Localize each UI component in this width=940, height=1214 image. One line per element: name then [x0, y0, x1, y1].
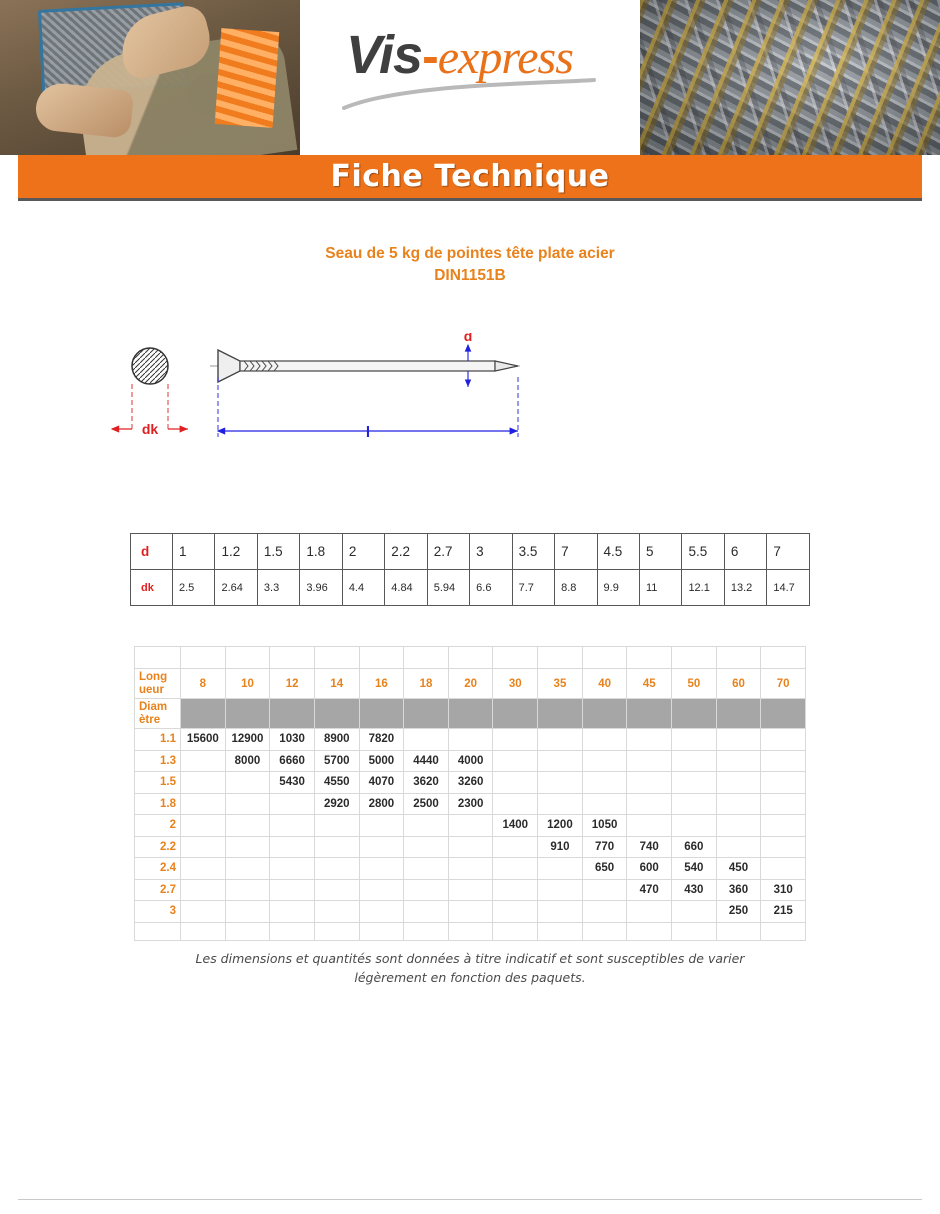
workshop-screws-photo	[0, 0, 300, 155]
cell-0-8	[538, 729, 583, 751]
nail-side-view	[210, 333, 520, 441]
grey-band-11	[672, 699, 717, 729]
cell-3-4: 2800	[359, 793, 404, 815]
cell-4-13	[761, 815, 806, 837]
cell-4-12	[716, 815, 761, 837]
cell-dk-14: 14.7	[767, 570, 810, 606]
cell-3-6: 2300	[448, 793, 493, 815]
bottom-pad-9	[582, 922, 627, 940]
cell-7-6	[448, 879, 493, 901]
cell-5-5	[404, 836, 449, 858]
grey-band-5	[404, 699, 449, 729]
grey-band-4	[359, 699, 404, 729]
label-l: l	[365, 424, 371, 441]
cell-7-8	[538, 879, 583, 901]
cell-8-13: 215	[761, 901, 806, 923]
cell-4-3	[314, 815, 359, 837]
cell-7-10: 470	[627, 879, 672, 901]
cell-dk-3: 3.96	[300, 570, 342, 606]
product-title-line1: Seau de 5 kg de pointes tête plate acier	[325, 245, 615, 262]
cell-2-5: 3620	[404, 772, 449, 794]
cell-0-12	[716, 729, 761, 751]
row-label-dk: dk	[131, 570, 173, 606]
cell-0-5	[404, 729, 449, 751]
cell-8-6	[448, 901, 493, 923]
cell-8-2	[270, 901, 315, 923]
cell-0-7	[493, 729, 538, 751]
pad-11	[672, 647, 717, 669]
pad-12	[716, 647, 761, 669]
cell-2-6: 3260	[448, 772, 493, 794]
head-diameter-table-wrap	[130, 533, 810, 606]
pad-6	[448, 647, 493, 669]
cell-2-1	[225, 772, 270, 794]
table-row-lengths-header	[135, 669, 806, 699]
cell-1-7	[493, 750, 538, 772]
page-header	[0, 0, 940, 155]
col-head-10: 45	[627, 669, 672, 699]
cell-7-12: 360	[716, 879, 761, 901]
row-head-6: 2.4	[135, 858, 181, 880]
cell-6-4	[359, 858, 404, 880]
pad-10	[627, 647, 672, 669]
cell-dk-10: 9.9	[597, 570, 639, 606]
cell-6-8	[538, 858, 583, 880]
cell-dk-12: 12.1	[682, 570, 724, 606]
grey-band-0	[181, 699, 226, 729]
hand-detail-upper	[114, 2, 216, 82]
nail-head-front-view	[112, 348, 188, 437]
cell-6-2	[270, 858, 315, 880]
cell-1-1: 8000	[225, 750, 270, 772]
cell-6-5	[404, 858, 449, 880]
footer-divider	[18, 1199, 922, 1200]
table-row	[135, 901, 806, 923]
row-head-3: 1.8	[135, 793, 181, 815]
cell-dk-11: 11	[639, 570, 681, 606]
bottom-pad-10	[627, 922, 672, 940]
cell-2-3: 4550	[314, 772, 359, 794]
banner-title-text: Fiche Technique	[330, 159, 610, 194]
pad-5	[404, 647, 449, 669]
cell-0-13	[761, 729, 806, 751]
cell-dk-2: 3.3	[257, 570, 299, 606]
table-row-diametre-header	[135, 699, 806, 729]
cell-d-14: 7	[767, 534, 810, 570]
cell-7-7	[493, 879, 538, 901]
table-row	[135, 858, 806, 880]
cell-5-1	[225, 836, 270, 858]
assorted-screws-photo	[640, 0, 940, 155]
grey-band-1	[225, 699, 270, 729]
cell-0-2: 1030	[270, 729, 315, 751]
grey-band-7	[493, 699, 538, 729]
banner-wrap	[0, 155, 940, 201]
logo-swoosh-icon	[342, 78, 602, 112]
cell-d-11: 5	[639, 534, 681, 570]
pad-2	[270, 647, 315, 669]
cell-d-7: 3	[470, 534, 512, 570]
label-d: d	[463, 333, 473, 344]
cell-4-6	[448, 815, 493, 837]
head-diameter-table	[130, 533, 810, 606]
cell-d-2: 1.5	[257, 534, 299, 570]
cell-1-12	[716, 750, 761, 772]
cell-8-12: 250	[716, 901, 761, 923]
nail-dimension-diagram	[90, 333, 850, 493]
cell-7-5	[404, 879, 449, 901]
cell-0-10	[627, 729, 672, 751]
col-head-11: 50	[672, 669, 717, 699]
cell-dk-0: 2.5	[173, 570, 215, 606]
bottom-pad-11	[672, 922, 717, 940]
cell-d-1: 1.2	[215, 534, 257, 570]
bottom-pad-1	[225, 922, 270, 940]
cell-0-0: 15600	[181, 729, 226, 751]
col-head-13: 70	[761, 669, 806, 699]
cell-1-4: 5000	[359, 750, 404, 772]
cell-1-5: 4440	[404, 750, 449, 772]
cell-6-10: 600	[627, 858, 672, 880]
col-head-5: 18	[404, 669, 449, 699]
cell-8-3	[314, 901, 359, 923]
cell-1-0	[181, 750, 226, 772]
cell-2-0	[181, 772, 226, 794]
cell-2-12	[716, 772, 761, 794]
cell-4-8: 1200	[538, 815, 583, 837]
bottom-pad-7	[493, 922, 538, 940]
cell-8-0	[181, 901, 226, 923]
bottom-pad-12	[716, 922, 761, 940]
cell-5-8: 910	[538, 836, 583, 858]
cell-5-11: 660	[672, 836, 717, 858]
row-label-d: d	[131, 534, 173, 570]
bottom-pad-3	[314, 922, 359, 940]
table-row	[135, 879, 806, 901]
grey-band-13	[761, 699, 806, 729]
bottom-pad-13	[761, 922, 806, 940]
cell-5-12	[716, 836, 761, 858]
banner-fiche-technique	[18, 155, 922, 201]
cell-dk-6: 5.94	[427, 570, 469, 606]
cell-1-6: 4000	[448, 750, 493, 772]
cell-3-9	[582, 793, 627, 815]
quantity-table	[134, 646, 806, 941]
cell-2-9	[582, 772, 627, 794]
row-head-8: 3	[135, 901, 181, 923]
cell-8-7	[493, 901, 538, 923]
cell-7-2	[270, 879, 315, 901]
cell-3-3: 2920	[314, 793, 359, 815]
pad-9	[582, 647, 627, 669]
cell-1-11	[672, 750, 717, 772]
quantity-table-wrap	[134, 646, 806, 941]
cell-8-4	[359, 901, 404, 923]
cell-1-10	[627, 750, 672, 772]
cell-0-9	[582, 729, 627, 751]
corner-label-longueur	[135, 669, 181, 699]
cell-6-7	[493, 858, 538, 880]
cell-7-3	[314, 879, 359, 901]
cell-d-9: 7	[555, 534, 597, 570]
col-head-7: 30	[493, 669, 538, 699]
pad-7	[493, 647, 538, 669]
pad-corner	[135, 647, 181, 669]
pad-13	[761, 647, 806, 669]
technical-drawing	[90, 333, 850, 493]
cell-1-9	[582, 750, 627, 772]
pad-3	[314, 647, 359, 669]
table-row	[135, 772, 806, 794]
table-row-bottom-pad	[135, 922, 806, 940]
cell-dk-1: 2.64	[215, 570, 257, 606]
grey-band-12	[716, 699, 761, 729]
cell-4-5	[404, 815, 449, 837]
row-head-7: 2.7	[135, 879, 181, 901]
cell-1-2: 6660	[270, 750, 315, 772]
bottom-pad-8	[538, 922, 583, 940]
table-row	[135, 793, 806, 815]
cell-d-3: 1.8	[300, 534, 342, 570]
cell-2-10	[627, 772, 672, 794]
cell-4-0	[181, 815, 226, 837]
col-head-1: 10	[225, 669, 270, 699]
row-head-4: 2	[135, 815, 181, 837]
cell-d-12: 5.5	[682, 534, 724, 570]
col-head-0: 8	[181, 669, 226, 699]
cell-5-9: 770	[582, 836, 627, 858]
cell-8-11	[672, 901, 717, 923]
col-head-2: 12	[270, 669, 315, 699]
cell-d-13: 6	[724, 534, 766, 570]
grey-band-2	[270, 699, 315, 729]
cell-7-9	[582, 879, 627, 901]
col-head-3: 14	[314, 669, 359, 699]
cell-8-9	[582, 901, 627, 923]
cell-7-0	[181, 879, 226, 901]
cell-6-9: 650	[582, 858, 627, 880]
note-line2: légèrement en fonction des paquets.	[354, 969, 586, 985]
corner-label-longueur-line2: ueur	[139, 683, 164, 696]
cell-2-11	[672, 772, 717, 794]
cell-1-13	[761, 750, 806, 772]
cell-3-12	[716, 793, 761, 815]
product-title	[0, 243, 940, 287]
cell-3-8	[538, 793, 583, 815]
cell-3-11	[672, 793, 717, 815]
logo-text-vis: Vis	[346, 25, 423, 85]
cell-5-2	[270, 836, 315, 858]
cell-1-3: 5700	[314, 750, 359, 772]
bottom-pad-corner	[135, 922, 181, 940]
col-head-4: 16	[359, 669, 404, 699]
row-head-5: 2.2	[135, 836, 181, 858]
cell-4-4	[359, 815, 404, 837]
cell-0-1: 12900	[225, 729, 270, 751]
cell-dk-7: 6.6	[470, 570, 512, 606]
cell-4-1	[225, 815, 270, 837]
row-head-0: 1.1	[135, 729, 181, 751]
logo-area	[300, 0, 640, 155]
cell-6-0	[181, 858, 226, 880]
cell-5-10: 740	[627, 836, 672, 858]
col-head-8: 35	[538, 669, 583, 699]
cell-d-10: 4.5	[597, 534, 639, 570]
bottom-pad-4	[359, 922, 404, 940]
cell-3-2	[270, 793, 315, 815]
decorative-orange-tape	[215, 28, 280, 128]
bottom-pad-5	[404, 922, 449, 940]
cell-5-3	[314, 836, 359, 858]
cell-7-13: 310	[761, 879, 806, 901]
cell-0-11	[672, 729, 717, 751]
grey-band-10	[627, 699, 672, 729]
cell-4-9: 1050	[582, 815, 627, 837]
bottom-pad-6	[448, 922, 493, 940]
brand-logo	[346, 24, 573, 86]
col-head-9: 40	[582, 669, 627, 699]
grey-band-8	[538, 699, 583, 729]
cell-4-10	[627, 815, 672, 837]
cell-d-0: 1	[173, 534, 215, 570]
corner-label-diametre	[135, 699, 181, 729]
cell-8-10	[627, 901, 672, 923]
cell-8-5	[404, 901, 449, 923]
cell-4-2	[270, 815, 315, 837]
cell-6-13	[761, 858, 806, 880]
pad-4	[359, 647, 404, 669]
cell-1-8	[538, 750, 583, 772]
cell-0-4: 7820	[359, 729, 404, 751]
cell-3-5: 2500	[404, 793, 449, 815]
cell-3-13	[761, 793, 806, 815]
cell-3-10	[627, 793, 672, 815]
cell-2-2: 5430	[270, 772, 315, 794]
bottom-pad-2	[270, 922, 315, 940]
cell-dk-13: 13.2	[724, 570, 766, 606]
pad-8	[538, 647, 583, 669]
cell-6-1	[225, 858, 270, 880]
cell-5-0	[181, 836, 226, 858]
hand-detail-lower	[34, 81, 134, 139]
quantity-table-note	[140, 949, 800, 987]
label-dk: dk	[141, 421, 159, 437]
note-line1: Les dimensions et quantités sont données à titre indicatif et sont susceptibles de varier	[195, 950, 745, 966]
cell-2-8	[538, 772, 583, 794]
cell-d-4: 2	[342, 534, 384, 570]
cell-dk-4: 4.4	[342, 570, 384, 606]
cell-7-1	[225, 879, 270, 901]
corner-label-diametre-line1: Diam	[139, 700, 168, 713]
pad-1	[225, 647, 270, 669]
cell-3-1	[225, 793, 270, 815]
bottom-pad-0	[181, 922, 226, 940]
grey-band-9	[582, 699, 627, 729]
cell-6-3	[314, 858, 359, 880]
cell-5-13	[761, 836, 806, 858]
cell-6-12: 450	[716, 858, 761, 880]
table-row-dk	[131, 570, 810, 606]
cell-0-6	[448, 729, 493, 751]
cell-8-8	[538, 901, 583, 923]
cell-5-7	[493, 836, 538, 858]
table-row-d	[131, 534, 810, 570]
cell-8-1	[225, 901, 270, 923]
cell-2-7	[493, 772, 538, 794]
col-head-6: 20	[448, 669, 493, 699]
grey-band-3	[314, 699, 359, 729]
cell-3-0	[181, 793, 226, 815]
corner-label-diametre-line2: ètre	[139, 713, 161, 726]
grey-band-6	[448, 699, 493, 729]
cell-dk-8: 7.7	[512, 570, 554, 606]
logo-text-express: express	[437, 31, 573, 84]
product-title-line2: DIN1151B	[434, 267, 506, 284]
cell-4-11	[672, 815, 717, 837]
cell-dk-5: 4.84	[385, 570, 427, 606]
cell-5-6	[448, 836, 493, 858]
cell-6-6	[448, 858, 493, 880]
cell-d-6: 2.7	[427, 534, 469, 570]
table-row	[135, 729, 806, 751]
cell-0-3: 8900	[314, 729, 359, 751]
cell-4-7: 1400	[493, 815, 538, 837]
cell-5-4	[359, 836, 404, 858]
logo-text-dash: -	[422, 28, 438, 84]
col-head-12: 60	[716, 669, 761, 699]
corner-label-longueur-line1: Long	[139, 670, 168, 683]
cell-6-11: 540	[672, 858, 717, 880]
cell-d-5: 2.2	[385, 534, 427, 570]
row-head-2: 1.5	[135, 772, 181, 794]
table-row-top-pad	[135, 647, 806, 669]
cell-7-11: 430	[672, 879, 717, 901]
table-row	[135, 836, 806, 858]
cell-2-13	[761, 772, 806, 794]
row-head-1: 1.3	[135, 750, 181, 772]
cell-7-4	[359, 879, 404, 901]
cell-3-7	[493, 793, 538, 815]
table-row	[135, 815, 806, 837]
cell-dk-9: 8.8	[555, 570, 597, 606]
cell-2-4: 4070	[359, 772, 404, 794]
cell-d-8: 3.5	[512, 534, 554, 570]
table-row	[135, 750, 806, 772]
pad-0	[181, 647, 226, 669]
